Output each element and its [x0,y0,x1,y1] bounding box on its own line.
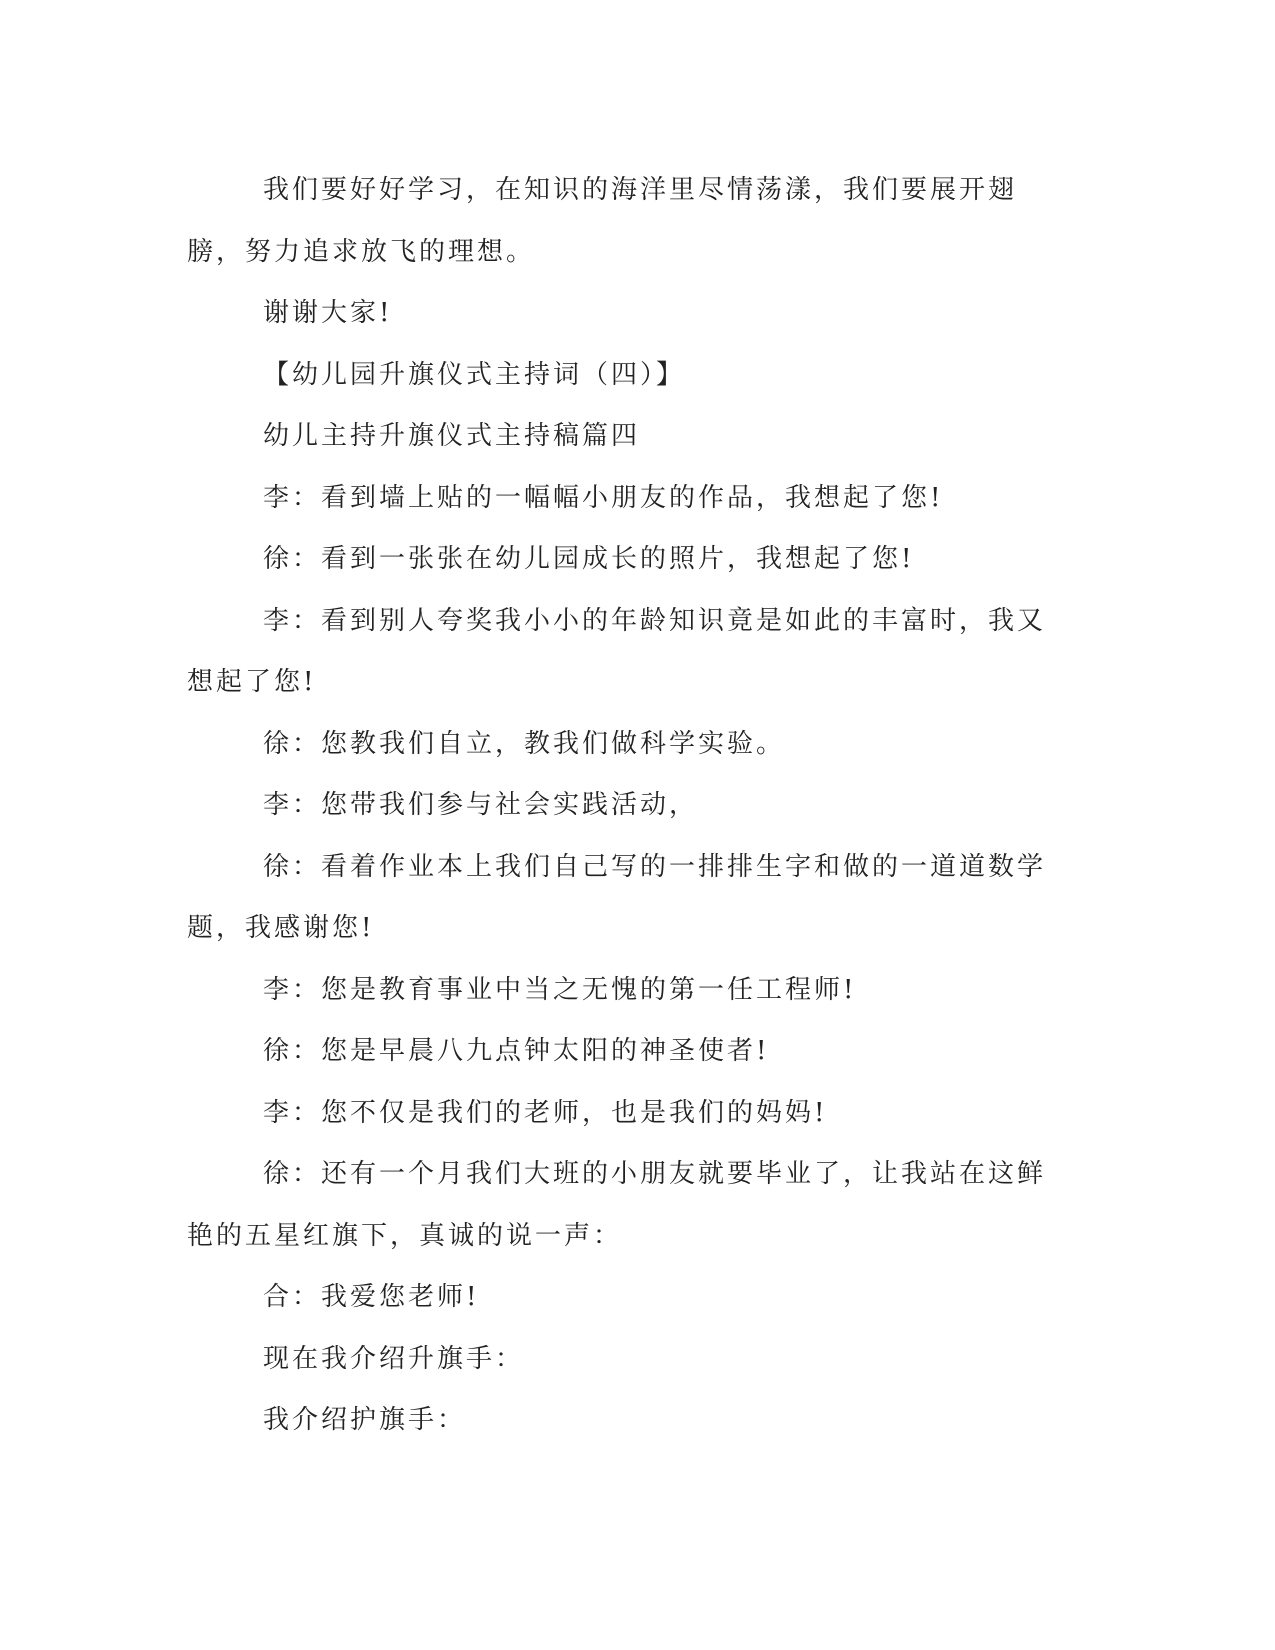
dialogue-line: 李：您不仅是我们的老师，也是我们的妈妈! [263,1097,828,1128]
dialogue-line: 徐：您是早晨八九点钟太阳的神圣使者! [263,1036,770,1066]
section-heading: 【幼儿园升旗仪式主持词（四）】 [263,359,686,390]
dialogue-line: 李：看到墙上贴的一幅幅小朋友的作品，我想起了您! [263,482,944,513]
document-body [187,160,1067,1452]
dialogue-line: 合：我爱您老师! [263,1282,480,1312]
section-subtitle: 幼儿主持升旗仪式主持稿篇四 [263,421,641,451]
dialogue-line: 徐：还有一个月我们大班的小朋友就要毕业了，让我站在这鲜艳的五星红旗下，真诚的说一声： [187,1159,1047,1251]
dialogue-line: 李：您带我们参与社会实践活动， [263,790,699,820]
dialogue-line: 徐：看到一张张在幼儿园成长的照片，我想起了您! [263,544,915,574]
introduction-line: 现在我介绍升旗手： [263,1343,525,1374]
dialogue-line: 徐：您教我们自立，教我们做科学实验。 [263,728,786,759]
paragraph-thanks: 谢谢大家! [263,298,393,328]
paragraph-study: 我们要好好学习，在知识的海洋里尽情荡漾，我们要展开翅膀，努力追求放飞的理想。 [187,175,1018,267]
dialogue-line: 李：您是教育事业中当之无愧的第一任工程师! [263,974,857,1005]
dialogue-line: 李：看到别人夸奖我小小的年龄知识竟是如此的丰富时，我又想起了您! [187,605,1047,697]
dialogue-line: 徐：看着作业本上我们自己写的一排排生字和做的一道道数学题，我感谢您! [187,851,1047,943]
introduction-line: 我介绍护旗手： [263,1405,467,1435]
